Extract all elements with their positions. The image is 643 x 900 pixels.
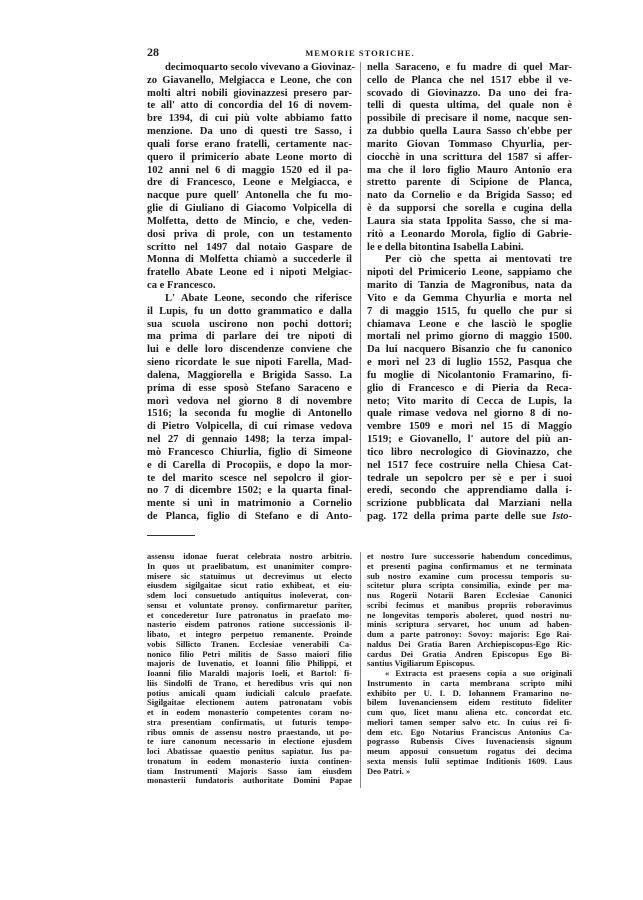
text-line: [147, 498, 352, 511]
text-line: [147, 370, 352, 383]
line-text: dem etc. Ego Notarius Franciscus Antonius Ca-: [367, 726, 572, 737]
text-line: [367, 331, 572, 344]
line-text: scitetur plura scripta consimilia, exinde per ma-: [367, 580, 572, 591]
footnote-column-divider: [360, 552, 361, 788]
text-line: [367, 165, 572, 178]
line-text: scovado di Giovinazzo. Da uno dei fra-: [367, 87, 572, 99]
line-text: marito di Tanzia de Magronibus, nata da: [367, 280, 572, 292]
line-text: libato, et integro perpetuo remanente. Proinde: [147, 629, 352, 639]
paragraph: [147, 552, 352, 786]
line-text: 1519; e Giovanello, l' autore del più an-: [367, 434, 572, 446]
line-text: prima di esse sposò Stefano Saraceno e: [147, 382, 352, 394]
text-line: [367, 190, 572, 203]
text-line: [147, 267, 352, 280]
body-column-left: [147, 62, 356, 524]
paragraph: [367, 669, 572, 776]
line-text: bre 1394, di cui più volte abbiamo fatto: [147, 113, 352, 125]
text-line: [147, 113, 352, 126]
line-text: sensu et voluntate pronoy. confirmaretur pariter,: [147, 599, 352, 610]
line-text: Ioanni filio Maraldi majoris Ioeli, et Bartol: fi-: [147, 668, 352, 678]
line-text: dre di Francesco, Leone e Melgiacca, e: [147, 177, 352, 189]
text-line: [147, 776, 352, 786]
line-text: dum a parte patronoy: Sovoy: majoris: Ego Rai-: [367, 629, 572, 639]
text-line: [147, 344, 352, 357]
line-text: te del marito scesce nel sepolcro il gior-: [147, 472, 352, 484]
line-text: quali forse erano fratelli, certamente nac-: [147, 138, 352, 150]
line-text: vembre 1509 e morì nel 15 di Maggio: [367, 421, 572, 433]
line-text: mortali nel primo giorno di maggio 1500.: [367, 331, 572, 343]
page-number: 28: [147, 45, 159, 59]
line-text: Sigilgaitae electionem autem patronatam vobis: [147, 697, 352, 708]
line-text: è da supporsi che sorella e cugina della: [367, 203, 572, 215]
text-line: [147, 485, 352, 498]
line-text: assensu idonae fuerat celebrata nostro arbitrio.: [147, 551, 352, 561]
text-line: [147, 62, 356, 75]
text-line: [147, 190, 352, 203]
line-text: sieno ricordate le sue nipoti Farella, Mad-: [147, 357, 352, 369]
line-text: sdem loci consuetudo antiquitus inoleverat, con-: [147, 590, 352, 600]
line-text: cum quo, licet manu aliena etc. concordat etc.: [367, 707, 572, 717]
text-line: [147, 216, 352, 229]
line-text: Per ciò che spetta ai mentovati tre: [385, 254, 572, 266]
line-text: lui e delle loro discendenze conviene che: [147, 344, 352, 356]
text-line: [367, 498, 572, 511]
text-line: [147, 421, 352, 434]
text-line: [367, 293, 572, 306]
line-text: vobis Sillicto Tranen. Ecclesiae venerabili Ca-: [147, 638, 352, 649]
line-text: In quos ut praelibatum, est unanimiter compro-: [147, 560, 352, 571]
line-text: bilem Iuvenanciensem eidem restituto fideliter: [367, 697, 572, 708]
line-text: loci Abatissae quaestio penitus sapiatur. Ius pa-: [147, 746, 352, 756]
paragraph: [367, 254, 572, 523]
paragraph: [367, 552, 572, 669]
column-divider: [360, 62, 361, 512]
line-text: morì vedova nel giorno 8 di novembre: [147, 395, 352, 407]
text-line: [367, 254, 572, 267]
line-text: te iure canonum necessario in electione ejusdem: [147, 736, 352, 747]
text-line: [147, 293, 352, 306]
line-text: nasterio eisdem patronos ratione successionis il-: [147, 619, 352, 630]
line-text: il Lupis, fu un dotto grammatico e dalla: [147, 305, 352, 317]
line-text: ne longevitas temporis aboleret, quod nostri nu-: [367, 609, 572, 620]
line-text: 7 di maggio 1515, fu quello che pur si: [367, 305, 572, 317]
line-text: santius Vigiliarum Episcopus.: [367, 658, 475, 669]
line-text: stra presentiam confirmatis, ut futuris tempo-: [147, 716, 352, 727]
line-text: nel 27 di gennaio 1498; la terza impal-: [147, 434, 352, 446]
line-text: zo Giavanello, Melgiacca e Leone, che con: [147, 74, 352, 86]
line-text: za dubbio quella Laura Sasso ch'ebbe per: [367, 126, 572, 138]
line-text: et concederetur Iure patronatus in praefato mo-: [147, 609, 352, 620]
text-line: [367, 216, 572, 229]
line-text: potius amicali quam iudiciali calculo praefate.: [147, 687, 352, 698]
line-text: « Extracta est praesens copia a suo originali: [385, 668, 572, 678]
text-line: [147, 88, 352, 101]
line-text: sub nostro examine cum processu temporis su-: [367, 570, 572, 581]
running-title: MEMORIE STORICHE.: [305, 48, 415, 58]
line-text: majoris de Iuvenatio, et Ioanni filio Philippi, et: [147, 658, 352, 669]
line-text: 1516; la seconda fu moglie di Antonello: [147, 408, 352, 420]
text-line: [147, 254, 352, 267]
text-line: [367, 485, 572, 498]
text-line: [367, 319, 572, 332]
line-text: ma che il loro figlio Mauro Antonio era: [367, 164, 572, 176]
text-line: [147, 126, 352, 139]
line-text: et nostro Iure successorie habendum concedimus,: [367, 551, 572, 561]
line-text: eredi, secondo che apprendiamo dalla i-: [367, 485, 572, 497]
line-text: fu moglie di Nicolantonio Framarino, fi-: [367, 369, 572, 381]
line-text: di Pietro Volpicella, di cui rimase vedova: [147, 421, 352, 433]
text-line: [147, 75, 352, 88]
text-line: [367, 306, 572, 319]
line-text: scrizione pubblicata dal Marziani nella: [367, 498, 572, 510]
line-text: meliori tamen semper salvo etc. In cuius rei fi-: [367, 716, 572, 727]
line-text: mente si unì in matrimonio a Cornelio: [147, 498, 352, 510]
text-line: [367, 229, 572, 242]
footnote-column-right: [367, 552, 572, 776]
line-text: scritto nel 1497 dal notaio Gaspare de: [147, 241, 352, 253]
line-text: cardus Dei Gratia Andren Episcopus Ego Bi-: [367, 648, 572, 659]
line-text: 102 anni nel 6 di maggio 1520 ed il pa-: [147, 164, 352, 176]
line-text: Da lui nacquero Bisanzio che fu canonico: [367, 344, 572, 356]
text-line: [147, 460, 352, 473]
text-line: [367, 75, 572, 88]
line-text: ma prima di parlare dei tre nipoti di: [147, 331, 352, 343]
line-text: misere sic statuimus ut decrevimus ut electo: [147, 570, 352, 581]
line-text: sua scuola uscirono non pochi dottori;: [147, 318, 352, 330]
line-text: tiam Instrumenti Majoris Sasso iam eiusdem: [147, 765, 352, 776]
text-line: [367, 511, 572, 524]
line-text: decimoquarto secolo vivevano a Giovinaz-: [165, 62, 356, 73]
text-line: [147, 434, 352, 447]
text-line: [367, 267, 572, 280]
line-text: le e della bitontina Isabella Labini.: [367, 241, 524, 253]
text-line: [147, 100, 352, 113]
line-text: Monna di Molfetta chiamò a succederle il: [147, 254, 352, 266]
line-text: minis scriptura servaret, hoc unum ad haben-: [367, 619, 572, 630]
line-text: Vito e da Gemma Chyurlia e morta nel: [367, 292, 572, 304]
text-line: [367, 126, 572, 139]
line-text: dalena, Maggiorella e Brigida Sasso. La: [147, 369, 352, 381]
text-line: [147, 139, 352, 152]
text-line: [147, 473, 352, 486]
line-text: Instrumento in carta membrana scripto mihi: [367, 677, 572, 688]
text-line: [367, 62, 572, 75]
line-text: tedrale un sepolcro per sè e per i suoi: [367, 472, 572, 484]
text-line: [367, 139, 572, 152]
line-text: e morì nel 23 di luglio 1552, Pasqua che: [367, 357, 572, 369]
line-text: possibile di precisare il nome, nacque sen-: [367, 113, 572, 125]
line-text: chiamava Leone e che lasciò le spoglie: [367, 318, 572, 330]
line-text: nipoti del Primicerio Leone, sappiamo che: [367, 267, 572, 279]
line-text: nonico filio Petri militis de Sasso maiori filio: [147, 648, 352, 659]
text-line: [367, 370, 572, 383]
line-text: Laura sia stata Ippolita Sasso, che si ma-: [367, 215, 572, 227]
line-text: molti altri nobili giovinazzesi presero par-: [147, 87, 352, 99]
text-line: [147, 165, 352, 178]
line-text: fratello Abate Leone ed i nipoti Melgiac-: [147, 267, 352, 279]
line-text: pograsso Rubensis Cives Iuvenaciensis signum: [367, 736, 572, 747]
text-line: [147, 396, 352, 409]
text-line: [367, 408, 572, 421]
line-text: marito Giovan Tommaso Chyurlia, per-: [367, 138, 572, 150]
line-text: scribi fecimus et manibus propriis roboravimus: [367, 599, 572, 610]
line-text: glio di Francesco e di Pieria da Reca-: [367, 382, 572, 394]
text-line: [367, 396, 572, 409]
text-line: [147, 203, 352, 216]
line-text: no 7 di dicembre 1502; e la quarta final-: [147, 485, 352, 497]
text-line: [147, 331, 352, 344]
line-text: meum apposui consuetum rogatus dei decima: [367, 746, 572, 756]
text-line: [147, 280, 352, 293]
line-text: de Planca, figlio di Stefano e di Anto-: [147, 510, 352, 522]
text-line: [367, 152, 572, 165]
line-text: Deo Patri. »: [367, 765, 411, 776]
text-line: [147, 306, 352, 319]
line-text: nella Saraceno, e fu madre di quel Mar-: [367, 62, 572, 73]
line-text: nato da Cornelio e da Brigida Sasso; ed: [367, 190, 572, 202]
text-line: [147, 357, 352, 370]
line-text: pag. 172 della prima parte delle sue: [367, 510, 547, 522]
line-text: te all' atto di concordia del 16 di novem-: [147, 100, 352, 112]
line-text: nel 1517 fece costruire nella Chiesa Cat-: [367, 459, 572, 471]
line-text: liis Sindolfi de Trano, et heredibus vris qui non: [147, 677, 352, 688]
text-line: [367, 460, 572, 473]
text-line: [367, 242, 572, 255]
text-line: [147, 229, 352, 242]
text-line: [367, 344, 572, 357]
line-text: menzione. Da uno di questi tre Sasso, i: [147, 126, 352, 138]
line-text: ciocchè in una scrittura del 1587 si affer-: [367, 151, 572, 163]
text-line: [367, 447, 572, 460]
line-text: tronatum in eodem monasterio iuxta continen-: [147, 755, 352, 766]
text-line: [367, 113, 572, 126]
line-text: et presenti pagina confirmamus et ne terminata: [367, 560, 572, 571]
line-text: telli di questa ultima, del quale non è: [367, 100, 572, 112]
text-line: [147, 511, 352, 524]
line-text: dosi priva di prole, con un testamento: [147, 228, 352, 240]
line-text: e di Carella di Procopiis, e dopo la mor-: [147, 459, 352, 471]
text-line: [367, 280, 572, 293]
text-line: [367, 177, 572, 190]
text-line: [367, 383, 572, 396]
text-line: [147, 152, 352, 165]
line-text: glie di Giuliano di Giacomo Volpicella di: [147, 203, 352, 215]
text-line: [147, 319, 352, 332]
line-text: neto; Vito marito di Cecca de Lupis, la: [367, 395, 572, 407]
text-line: [367, 434, 572, 447]
line-text: quale rimase vedova nel giorno 8 di no-: [367, 408, 572, 420]
text-line: [367, 473, 572, 486]
line-text: sexta mensis Iulii septimae Inditionis 1609. Laus: [367, 755, 572, 766]
line-text: cello de Planca che nel 1517 ebbe il ve-: [367, 74, 572, 86]
paragraph: [147, 293, 352, 524]
line-text: tico libro necrologico di Giovinazzo, che: [367, 446, 572, 458]
line-text: nacque pure quell' Antonella che fu mo-: [147, 190, 352, 202]
line-text: ribus omnis de assensu nostro praestando, ut po-: [147, 726, 352, 737]
line-text: monasterii fundatoris authoritate Domini Papae: [147, 775, 352, 786]
line-text: L' Abate Leone, secondo che riferisce: [165, 292, 352, 304]
text-line: [367, 100, 572, 113]
text-line: [147, 408, 352, 421]
line-text: Molfetta, detto de Mincio, e che, veden-: [147, 215, 352, 227]
text-line: [367, 88, 572, 101]
line-text: ritò a Leonardo Morola, figlio di Gabrie-: [367, 228, 572, 240]
footnote-column-left: [147, 552, 352, 786]
line-text: exhibito per U. I. D. Iohannem Framarino no-: [367, 687, 572, 698]
italic-word: Isto-: [551, 510, 572, 522]
paragraph: [147, 62, 356, 293]
text-line: [367, 421, 572, 434]
body-column-right: [367, 62, 572, 524]
line-text: eiusdem sigilgaitae sicut ratio exhibeat, et eiu-: [147, 580, 352, 591]
text-line: [147, 177, 352, 190]
line-text: nus Rogerii Notarii Baren Ecclesiae Canonici: [367, 590, 572, 600]
line-text: stretto parente di Scipione de Planca,: [367, 177, 572, 189]
text-line: [147, 242, 352, 255]
text-line: [367, 357, 572, 370]
text-line: [367, 767, 572, 777]
line-text: ca e Francesco.: [147, 280, 216, 292]
line-text: mò Francesco Chiurlia, figlio di Simeone: [147, 446, 352, 458]
footnote-separator: [147, 535, 195, 536]
line-text: naldus Dei Gratia Baren Archiepiscopus-Ego Ric-: [367, 638, 572, 649]
line-text: quero il primicerio abate Leone morto di: [147, 151, 352, 163]
text-line: [147, 383, 352, 396]
text-line: [147, 447, 352, 460]
line-text: et in eodem monasterio competentes coram no-: [147, 707, 352, 717]
text-line: [367, 203, 572, 216]
paragraph: [367, 62, 572, 254]
